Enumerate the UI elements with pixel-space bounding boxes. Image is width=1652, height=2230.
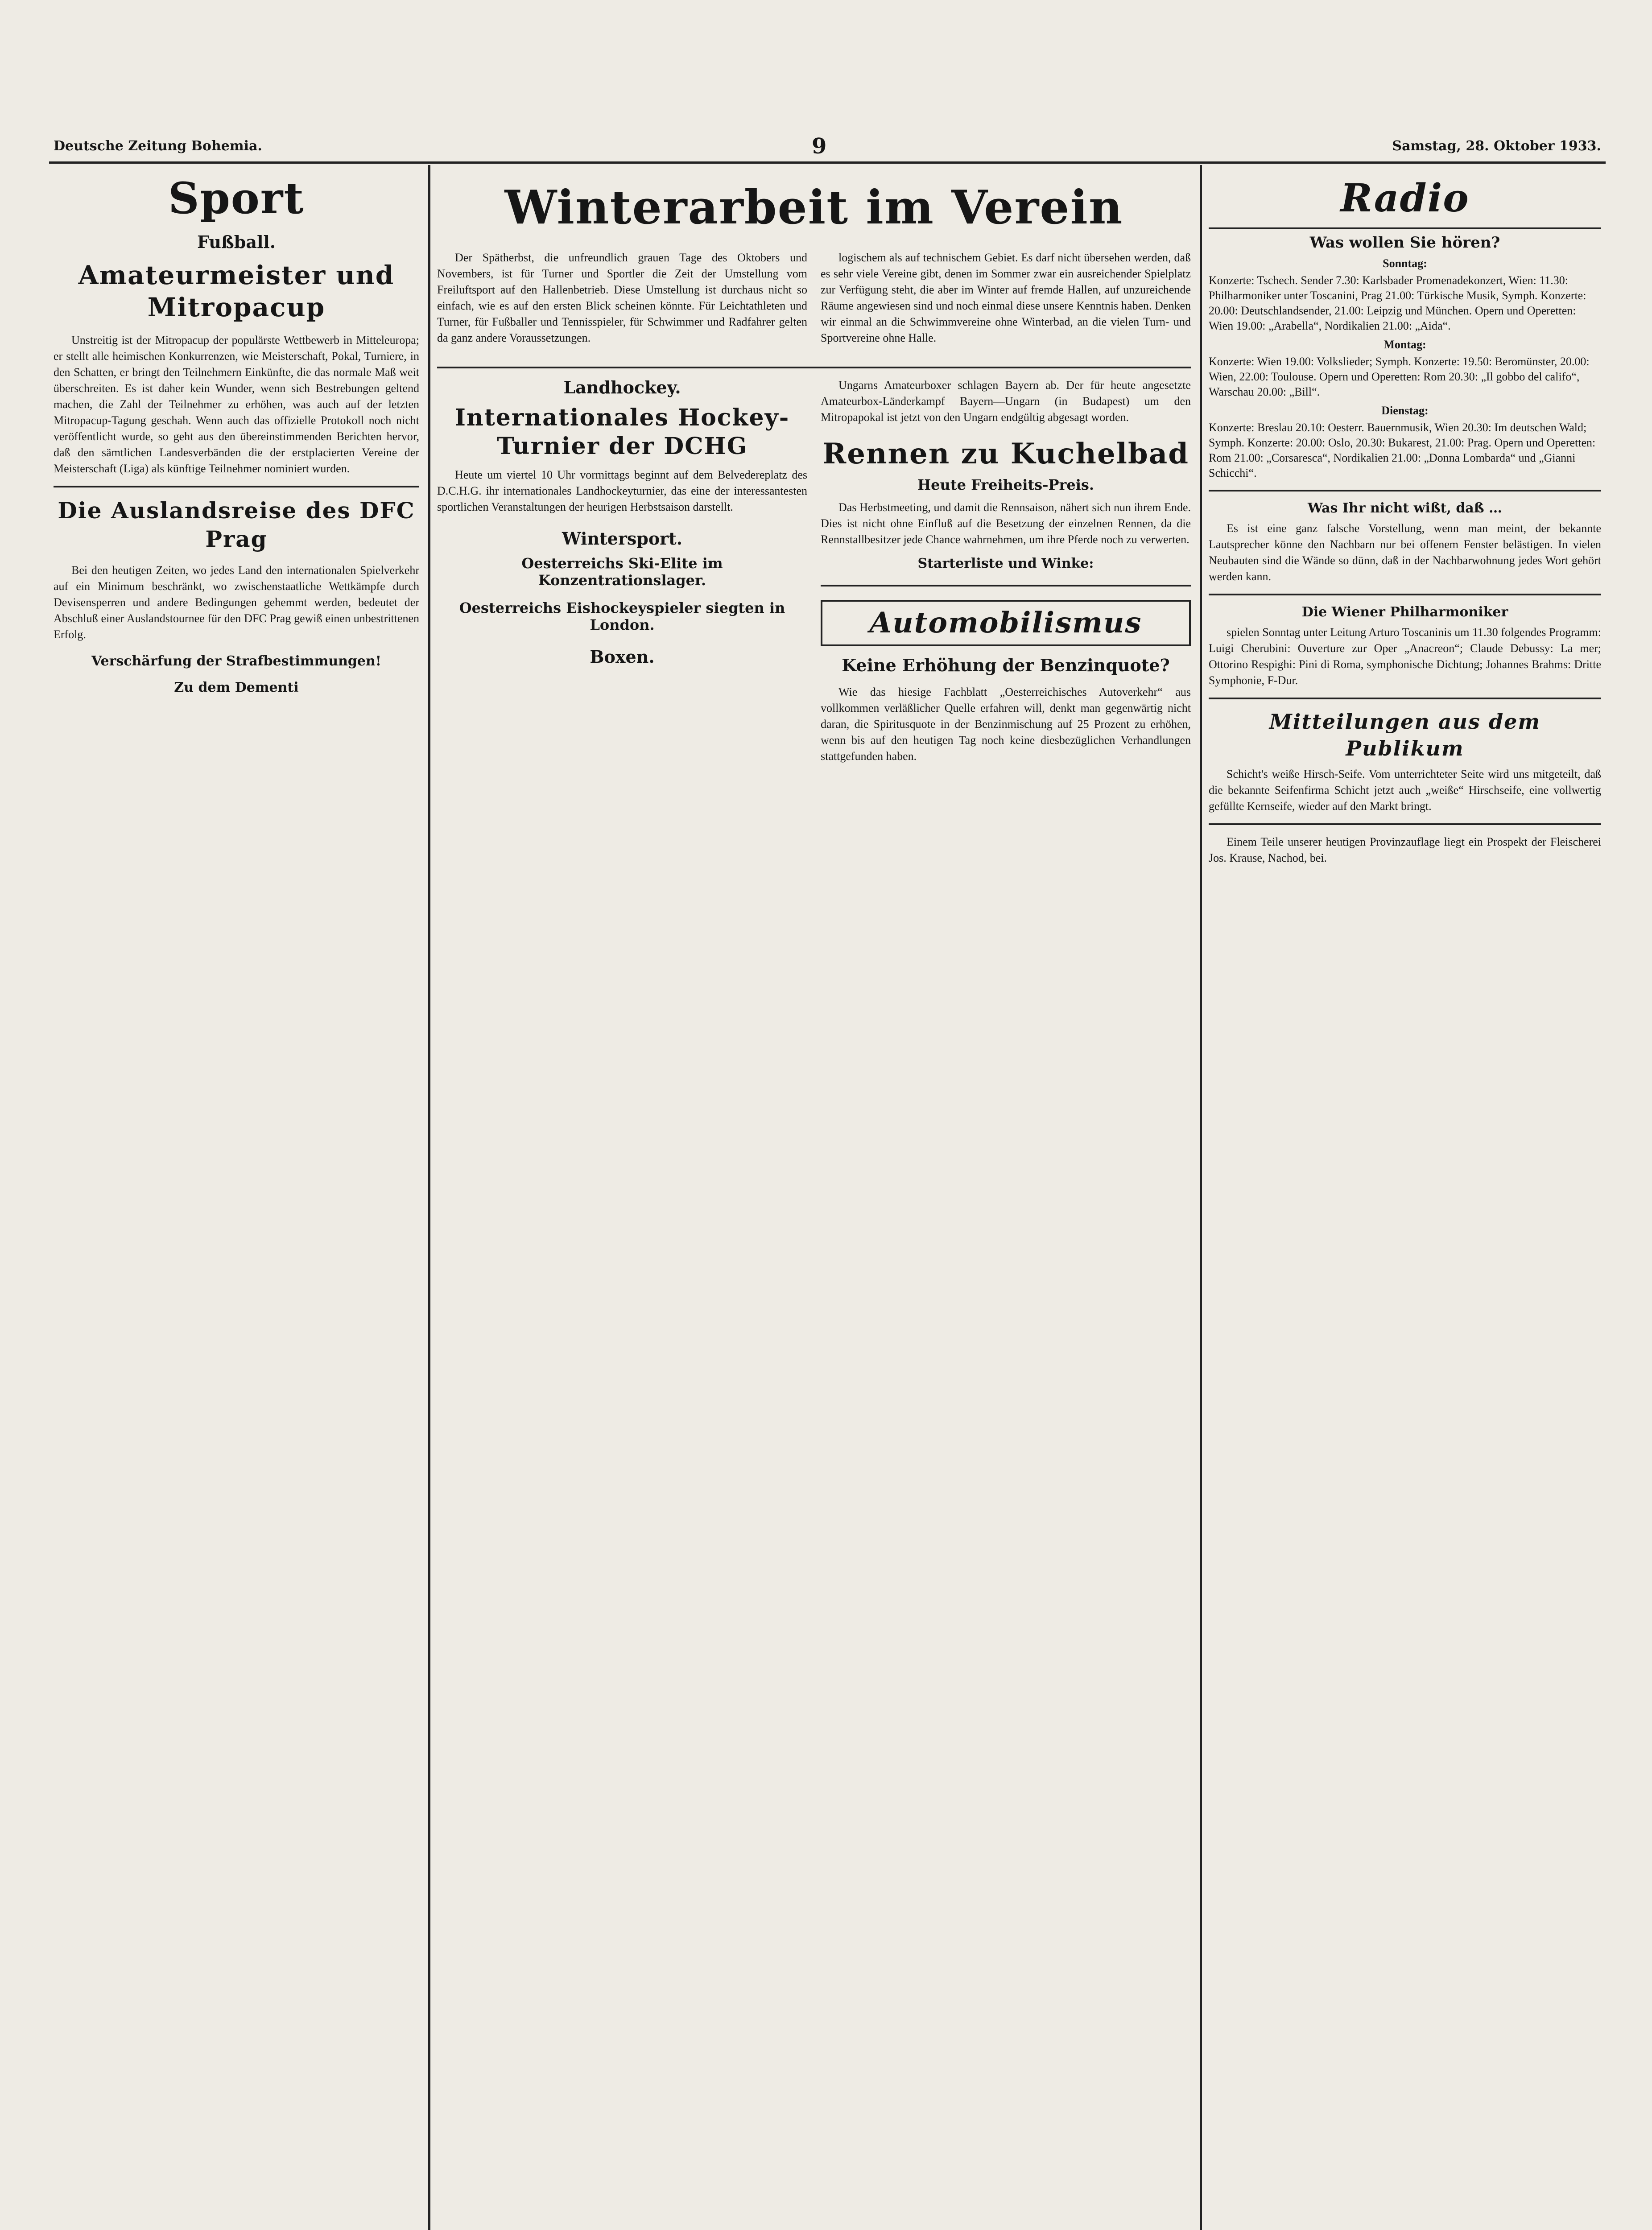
paragraph: logischem als auf technischem Gebiet. Es darf nicht übersehen werden, daß es sehr viele Vereine gibt, denen im Sommer zwar ein ausreichender Spielplatz zur Verfügung steht, die aber im Winter auf fremde Hallen, auf unzureichende Räume angewiesen sind und noch einmal diese unsere Kenntnis haben. Denken wir einmal an die Schwimmvereine ohne Winterbad, an die vielen Turn- und Sportvereine ohne Halle. bbox=[821, 251, 1191, 344]
headline-auto: Automobilismus bbox=[821, 600, 1191, 646]
article-text bbox=[821, 377, 1191, 425]
program-text: Konzerte: Wien 19.00: Volkslieder; Symph. Konzerte: 19.50: Beromünster, 20.00: Wien, 22.00: Toulouse. Opern und Operetten: Rom 20.30: „Il gobbo del califo“, Warschau 20.00: „Bill“. bbox=[1209, 355, 1590, 398]
separator bbox=[821, 585, 1191, 586]
lead-article bbox=[437, 250, 1191, 349]
headline: Amateurmeister und Mitropacup bbox=[78, 260, 395, 322]
paragraph: Es ist eine ganz falsche Vorstellung, wenn man meint, der bekannte Lautsprecher könne den Nachbarn nur bei offenem Fenster belästigen. In vielen Neubauten sind die Wände so dünn, daß in der Nachbarwohnung jedes Wort gehört werden kann. bbox=[1209, 522, 1601, 583]
sport-title: Sport bbox=[168, 173, 305, 223]
paragraph: Einem Teile unserer heutigen Provinzauflage liegt ein Prospekt der Fleischerei Jos. Krause, Nachod, bei. bbox=[1209, 835, 1601, 864]
subheading: Oesterreichs Ski-Elite im Konzentrationslager. bbox=[521, 555, 723, 589]
hockey-column bbox=[437, 377, 807, 767]
article-text bbox=[54, 562, 419, 643]
subheading: Heute Freiheits-Preis. bbox=[917, 476, 1094, 493]
paragraph: Der Spätherbst, die unfreundlich grauen Tage des Oktobers und Novembers, ist für Turner und Sportler die Zeit der Umstellung vom Freiluftsport auf den Hallenbetrieb. Diese Umstellung ist durchaus nicht so einfach, wie es auf den ersten Blick scheinen könnte. Für Leichtathleten und Turner, für Fußballer und Tennisspieler, für Schwimmer und Radfahrer gelten da ganz andere Voraussetzungen. bbox=[437, 251, 807, 344]
main-headline: Winterarbeit im Verein bbox=[504, 180, 1123, 235]
separator bbox=[1209, 227, 1601, 229]
paper-name: Deutsche Zeitung Bohemia. bbox=[54, 138, 262, 154]
headline-hockey: Internationales Hockey-Turnier der DCHG bbox=[454, 404, 790, 460]
headline-kuchelbad: Rennen zu Kuchelbad bbox=[822, 437, 1189, 471]
article-text bbox=[54, 332, 419, 477]
radio-program bbox=[1209, 256, 1601, 481]
lower-columns bbox=[437, 377, 1191, 767]
article-text bbox=[437, 467, 807, 515]
headline-mitteilungen: Mitteilungen aus dem Publikum bbox=[1269, 710, 1541, 760]
article-text bbox=[437, 250, 807, 349]
separator bbox=[437, 367, 1191, 368]
subheading: Verschärfung der Strafbestimmungen! bbox=[91, 653, 381, 669]
subheading: Die Wiener Philharmoniker bbox=[1301, 604, 1508, 620]
issue-date: Samstag, 28. Oktober 1933. bbox=[1392, 138, 1601, 154]
header-rule bbox=[49, 161, 1606, 164]
separator bbox=[1209, 490, 1601, 491]
paragraph: Schicht's weiße Hirsch-Seife. Vom unterrichteter Seite wird uns mitgeteilt, daß die bekannte Seifenfirma Schicht jetzt auch „weiße“ Hirschseife, eine vollwertig gefüllte Kernseife, wieder auf den Markt bringt. bbox=[1209, 768, 1601, 813]
subheading: Oesterreichs Eishockeyspieler siegten in London. bbox=[459, 599, 785, 633]
paragraph: Bei den heutigen Zeiten, wo jedes Land den internationalen Spielverkehr auf ein Minimum beschränkt, wo zwischenstaatliche Wettkämpfe durch Devisensperren und andere Bedingungen gehemmt werden, bedeutet der Abschluß einer Auslandstournee für den DFC Prag gewiß einen unbestrittenen Erfolg. bbox=[54, 564, 419, 641]
section-label: Boxen. bbox=[590, 647, 655, 667]
radio-title: Radio bbox=[1340, 176, 1470, 221]
divider-1 bbox=[428, 165, 430, 2230]
day-label: Montag: bbox=[1384, 338, 1426, 351]
article-text bbox=[1209, 520, 1601, 585]
separator bbox=[1209, 698, 1601, 699]
day-label: Dienstag: bbox=[1381, 404, 1429, 417]
article-text bbox=[1209, 766, 1601, 814]
day-label: Sonntag: bbox=[1383, 257, 1427, 270]
racing-column bbox=[821, 377, 1191, 767]
paragraph: spielen Sonntag unter Leitung Arturo Toscaninis um 11.30 folgendes Programm: Luigi Cherubini: Ouverture zur Oper „Anacreon“; Claude Debussy: La mer; Ottorino Respighi: Pini di Roma, symphonische Dichtung; Johannes Brahms: Dritte Symphonie, F-Dur. bbox=[1209, 626, 1601, 687]
section-label: Fußball. bbox=[197, 232, 276, 252]
article-text bbox=[821, 500, 1191, 548]
separator bbox=[1209, 594, 1601, 595]
radio-column bbox=[1209, 169, 1601, 2230]
divider-3 bbox=[1200, 165, 1202, 2230]
program-text: Konzerte: Tschech. Sender 7.30: Karlsbader Promenadekonzert, Wien: 11.30: Philharmoniker unter Toscanini, Prag 21.00: Türkische Musik, Symph. Konzerte: 20.00: Deutschlandsender, 21.00: Leipzig und München. Opern und Operetten: Wien 19.00: „Arabella“, Nordikalien 21.00: „Aida“. bbox=[1209, 274, 1586, 332]
paragraph: Unstreitig ist der Mitropacup der populärste Wettbewerb in Mitteleuropa; er stellt alle heimischen Konkurrenzen, wie Meisterschaft, Pokal, Turniere, in den Schatten, er bringt den Teilnehmern Einkünfte, die das normale Maß weit überschreiten. Es ist daher kein Wunder, wenn sich Bestrebungen geltend machen, die Zahl der Teilnehmer zu erhöhen, was auch auf der letzten Mitropacup-Tagung geschah. Wenn auch das offizielle Protokoll noch nicht veröffentlicht wurde, so geht aus den übereinstimmenden Berichten hervor, daß den sämtlichen Landesverbänden die der erstplacierten Vereine der Meisterschaft (Liga) als künftige Teilnehmer nominiert wurden. bbox=[54, 334, 419, 475]
article-text bbox=[821, 684, 1191, 764]
subheading: Starterliste und Winke: bbox=[917, 556, 1094, 571]
subheading: Was Ihr nicht wißt, daß … bbox=[1308, 500, 1502, 516]
section-label: Landhockey. bbox=[563, 377, 681, 397]
page-number: 9 bbox=[812, 134, 827, 159]
footer-note bbox=[1209, 834, 1601, 866]
sport-column bbox=[54, 169, 419, 2230]
subheading: Keine Erhöhung der Benzinquote? bbox=[842, 655, 1170, 675]
program-text: Konzerte: Breslau 20.10: Oesterr. Bauernmusik, Wien 20.30: Im deutschen Wald; Symph. Konzerte: 20.00: Oslo, 20.30: Bukarest, 21.00: Prag. Opern und Operetten: Rom 21.00: „Corsaresca“, Nordikalien 21.00: „Donna Lombarda“ und „Gianni Schicchi“. bbox=[1209, 421, 1596, 479]
headline-dfc: Die Auslandsreise des DFC Prag bbox=[58, 497, 415, 552]
paragraph: Das Herbstmeeting, und damit die Rennsaison, nähert sich nun ihrem Ende. Dies ist nicht ohne Einfluß auf die Besetzung der einzelnen Rennen, da die Rennstallbesitzer jede Chance wahrnehmen, um ihre Pferde noch zu verwerten. bbox=[821, 501, 1191, 546]
article-text bbox=[821, 250, 1191, 349]
separator bbox=[1209, 823, 1601, 825]
paragraph: Wie das hiesige Fachblatt „Oesterreichisches Autoverkehr“ aus vollkommen verläßlicher Quelle erfahren will, denkt man gegenwärtig nicht daran, die Spiritusquote in der Benzinmischung auf 25 Prozent zu erhöhen, wenn bis auf den heutigen Tag noch keine diesbezüglichen Verhandlungen stattgefunden haben. bbox=[821, 686, 1191, 763]
subheading: Zu dem Dementi bbox=[174, 680, 299, 695]
article-text bbox=[1209, 624, 1601, 689]
separator bbox=[54, 486, 419, 487]
subheading: Was wollen Sie hören? bbox=[1309, 234, 1500, 252]
paragraph: Ungarns Amateurboxer schlagen Bayern ab. Der für heute angesetzte Amateurbox-Länderkampf Bayern—Ungarn (in Budapest) um den Mitropapokal ist jetzt von den Ungarn endgültig abgesagt worden. bbox=[821, 379, 1191, 424]
center-area bbox=[437, 169, 1191, 2230]
page-header bbox=[54, 134, 1601, 161]
section-label: Wintersport. bbox=[562, 529, 682, 549]
paragraph: Heute um viertel 10 Uhr vormittags beginnt auf dem Belvedereplatz des D.C.H.G. ihr internationales Landhockeyturnier, das eine der interessantesten sportlichen Veranstaltungen der heurigen Herbstsaison darstellt. bbox=[437, 468, 807, 513]
